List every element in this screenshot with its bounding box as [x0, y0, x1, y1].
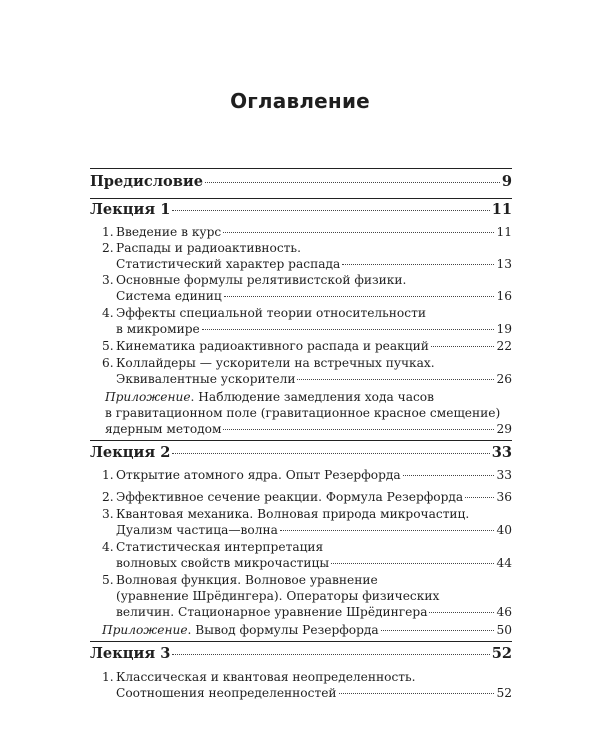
lecture-page: 52 [491, 645, 512, 662]
entry-title: Кинематика радиоактивного распада и реакций [116, 339, 429, 353]
appendix-label: Приложение [105, 390, 191, 404]
entry-title: Коллайдеры — ускорители на встречных пучках. [116, 356, 435, 370]
dot-leader [297, 379, 494, 380]
appendix-entry[interactable] [90, 623, 512, 637]
entry-page: 46 [496, 605, 512, 619]
dot-leader [223, 232, 494, 233]
appendix-entry[interactable] [105, 390, 434, 404]
lecture-label: Лекция 3 [90, 645, 171, 662]
entry-title: Введение в курс [116, 225, 222, 239]
entry-title: Квантовая механика. Волновая природа микрочастиц. [116, 507, 470, 521]
toc-entry-continuation[interactable] [90, 523, 512, 537]
entry-page: 36 [496, 490, 512, 504]
entry-title: Основные формулы релятивистской физики. [116, 273, 407, 287]
entry-page: 19 [496, 322, 512, 336]
divider [90, 641, 512, 642]
entry-title-continued: величин. Стационарное уравнение Шрёдингера [116, 605, 428, 619]
entry-title-continued: Эквивалентные ускорители [116, 372, 296, 386]
appendix-title: . Вывод формулы Резерфорда [187, 623, 379, 637]
toc-entry-continuation[interactable] [90, 322, 512, 336]
lecture-page: 11 [491, 201, 512, 218]
toc-entry-continuation[interactable] [90, 289, 512, 303]
entry-number: 4. [102, 306, 114, 320]
dot-leader [205, 182, 500, 183]
dot-leader [202, 329, 495, 330]
appendix-label: Приложение [102, 623, 188, 637]
entry-number: 4. [102, 540, 114, 554]
lecture-label: Лекция 1 [90, 201, 171, 218]
entry-title-continued: в микромире [116, 322, 200, 336]
toc-entry[interactable] [102, 540, 323, 554]
entry-number: 1. [102, 225, 114, 239]
toc-entry-continuation[interactable] [90, 605, 512, 619]
dot-leader [172, 210, 489, 211]
entry-number: 3. [102, 507, 114, 521]
entry-title: Статистическая интерпретация [116, 540, 324, 554]
entry-page: 16 [496, 289, 512, 303]
entry-title: Классическая и квантовая неопределенность. [116, 670, 416, 684]
lecture-label: Лекция 2 [90, 444, 171, 461]
entry-title: Распады и радиоактивность. [116, 241, 301, 255]
dot-leader [224, 296, 495, 297]
toc-entry[interactable] [90, 225, 512, 239]
toc-entry[interactable] [102, 670, 416, 684]
entry-number: 1. [102, 670, 114, 684]
entry-title-continued: Дуализм частица—волна [116, 523, 278, 537]
entry-title: Волновая функция. Волновое уравнение [116, 573, 378, 587]
preface-label: Предисловие [90, 173, 203, 190]
entry-page: 44 [496, 556, 512, 570]
entry-number: 1. [102, 468, 114, 482]
dot-leader [429, 612, 494, 613]
entry-page: 50 [496, 623, 512, 637]
toc-entry[interactable] [102, 273, 406, 287]
entry-page: 11 [496, 225, 512, 239]
entry-page: 33 [496, 468, 512, 482]
entry-title-continued: Соотношения неопределенностей [116, 686, 337, 700]
entry-title-continued: (уравнение Шрёдингера). Операторы физических [116, 589, 440, 603]
dot-leader [172, 654, 489, 655]
dot-leader [465, 497, 494, 498]
toc-entry-continuation[interactable] [90, 257, 512, 271]
entry-number: 3. [102, 273, 114, 287]
entry-title-continued: Статистический характер распада [116, 257, 341, 271]
entry-number: 5. [102, 573, 114, 587]
appendix-title: . Наблюдение замедления хода часов [190, 390, 435, 404]
dot-leader [223, 429, 494, 430]
appendix-title-continued: ядерным методом [105, 422, 222, 436]
appendix-entry-continuation[interactable] [90, 422, 512, 436]
lecture-1-heading[interactable] [90, 201, 512, 218]
toc-entry-continuation[interactable] [90, 686, 512, 700]
entry-page: 29 [496, 422, 512, 436]
lecture-3-heading[interactable] [90, 645, 512, 662]
toc-entry[interactable] [90, 339, 512, 353]
toc-entry[interactable] [102, 306, 426, 320]
entry-page: 26 [496, 372, 512, 386]
entry-number: 2. [102, 490, 114, 504]
lecture-page: 33 [491, 444, 512, 461]
dot-leader [403, 475, 495, 476]
toc-entry-continuation[interactable] [90, 372, 512, 386]
entry-number: 6. [102, 356, 114, 370]
dot-leader [331, 563, 494, 564]
dot-leader [342, 264, 494, 265]
page-title: Оглавление [230, 89, 370, 113]
dot-leader [381, 630, 495, 631]
preface-entry[interactable] [90, 173, 512, 190]
entry-number: 2. [102, 241, 114, 255]
entry-title-continued: Система единиц [116, 289, 222, 303]
divider [90, 440, 512, 441]
appendix-title-continued: в гравитационном поле (гравитационное красное смещение) [105, 406, 501, 420]
toc-entry[interactable] [102, 241, 301, 255]
divider [90, 168, 512, 169]
entry-title: Эффективное сечение реакции. Формула Резерфорда [116, 490, 464, 504]
toc-entry[interactable] [102, 356, 435, 370]
entry-page: 40 [496, 523, 512, 537]
toc-entry[interactable] [102, 507, 469, 521]
entry-title-continued: волновых свойств микрочастицы [116, 556, 330, 570]
entry-page: 52 [496, 686, 512, 700]
entry-title: Эффекты специальной теории относительности [116, 306, 426, 320]
dot-leader [280, 530, 495, 531]
toc-entry[interactable] [90, 490, 512, 504]
divider [90, 198, 512, 199]
toc-entry[interactable] [90, 468, 512, 482]
dot-leader [431, 346, 495, 347]
toc-entry[interactable] [102, 573, 378, 587]
dot-leader [172, 453, 489, 454]
dot-leader [339, 693, 495, 694]
entry-title: Открытие атомного ядра. Опыт Резерфорда [116, 468, 401, 482]
entry-number: 5. [102, 339, 114, 353]
entry-page: 22 [496, 339, 512, 353]
toc-entry-continuation[interactable] [90, 556, 512, 570]
preface-page: 9 [501, 173, 512, 190]
lecture-2-heading[interactable] [90, 444, 512, 461]
entry-page: 13 [496, 257, 512, 271]
